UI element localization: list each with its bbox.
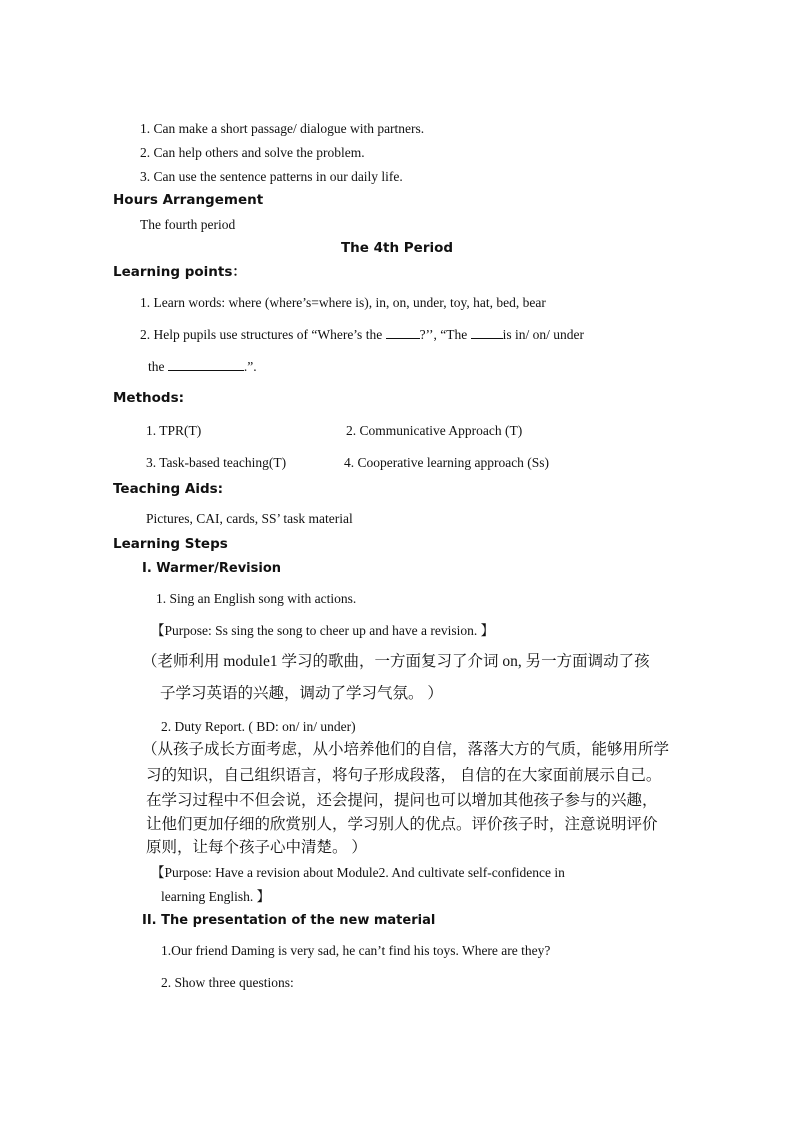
- step-1-note-1-line-2: 子学习英语的兴趣，调动了学习气氛。 ）: [160, 685, 443, 702]
- step-2-item-2: 2. Show three questions:: [161, 975, 294, 990]
- step-1-note-2-line-3: 在学习过程中不但会说，还会提问，提问也可以增加其他孩子参与的兴趣，: [146, 792, 658, 809]
- methods-heading: Methods:: [113, 390, 185, 406]
- method-4: 4. Cooperative learning approach (Ss): [344, 455, 550, 470]
- step-1-purpose-2-line-1: 【Purpose: Have a revision about Module2. And cultivate self-confidence in: [151, 865, 565, 880]
- step-2-item-1: 1.Our friend Daming is very sad, he can’t find his toys. Where are they?: [161, 943, 551, 958]
- period-title: The 4th Period: [340, 240, 454, 256]
- fill-blank: [386, 326, 420, 339]
- step-1-note-2-line-4: 让他们更加仔细的欣赏别人，学习别人的优点。评价孩子时，注意说明评价: [146, 816, 658, 833]
- learning-point-1: 1. Learn words: where (where’s=where is), in, on, under, toy, hat, bed, bear: [140, 295, 546, 310]
- method-3: 3. Task-based teaching(T): [146, 455, 287, 470]
- step-1-note-1-line-1: （老师利用 module1 学习的歌曲，一方面复习了介词 on, 另一方面调动了孩: [142, 653, 650, 670]
- learning-point-2-text-d: the: [148, 359, 168, 374]
- step-1-item-1: 1. Sing an English song with actions.: [156, 591, 357, 606]
- steps-heading: Learning Steps: [113, 536, 228, 552]
- objective-1: 1. Can make a short passage/ dialogue with partners.: [140, 121, 425, 136]
- learning-point-2-text-c: is in/ on/ under: [502, 327, 585, 342]
- step-1-item-2: 2. Duty Report. ( BD: on/ in/ under): [161, 719, 356, 734]
- hours-heading: Hours Arrangement: [113, 192, 264, 208]
- fill-blank: [471, 326, 503, 339]
- objective-2: 2. Can help others and solve the problem.: [140, 145, 365, 160]
- objective-3: 3. Can use the sentence patterns in our daily life.: [140, 169, 403, 184]
- step-1-note-2-line-1: （从孩子成长方面考虑，从小培养他们的自信，落落大方的气质，能够用所学: [142, 741, 670, 758]
- learning-point-2-cont: [148, 358, 257, 376]
- fill-blank: [168, 358, 244, 371]
- step-1-note-2-line-5: 原则，让每个孩子心中清楚。 ）: [146, 839, 367, 856]
- method-1: 1. TPR(T): [146, 423, 202, 438]
- step-1-purpose-1: 【Purpose: Ss sing the song to cheer up and have a revision. 】: [151, 623, 495, 638]
- learning-point-2-text-e: .”.: [243, 359, 257, 374]
- learning-points-heading: Learning points：: [113, 264, 246, 280]
- aids-heading: Teaching Aids:: [113, 481, 224, 497]
- step-1-purpose-2-line-2: learning English. 】: [161, 889, 271, 904]
- hours-text: The fourth period: [140, 217, 236, 232]
- learning-point-2-text-a: 2. Help pupils use structures of “Where’s the: [140, 327, 386, 342]
- aids-text: Pictures, CAI, cards, SS’ task material: [146, 511, 353, 526]
- learning-point-2: [140, 326, 584, 344]
- step-2-heading: II. The presentation of the new material: [142, 913, 436, 928]
- step-1-heading: I. Warmer/Revision: [142, 561, 282, 576]
- learning-point-2-text-b: ?’’, “The: [419, 327, 471, 342]
- step-1-note-2-line-2: 习的知识，自己组织语言，将句子形成段落， 自信的在大家面前展示自己。: [146, 767, 662, 784]
- method-2: 2. Communicative Approach (T): [346, 423, 523, 438]
